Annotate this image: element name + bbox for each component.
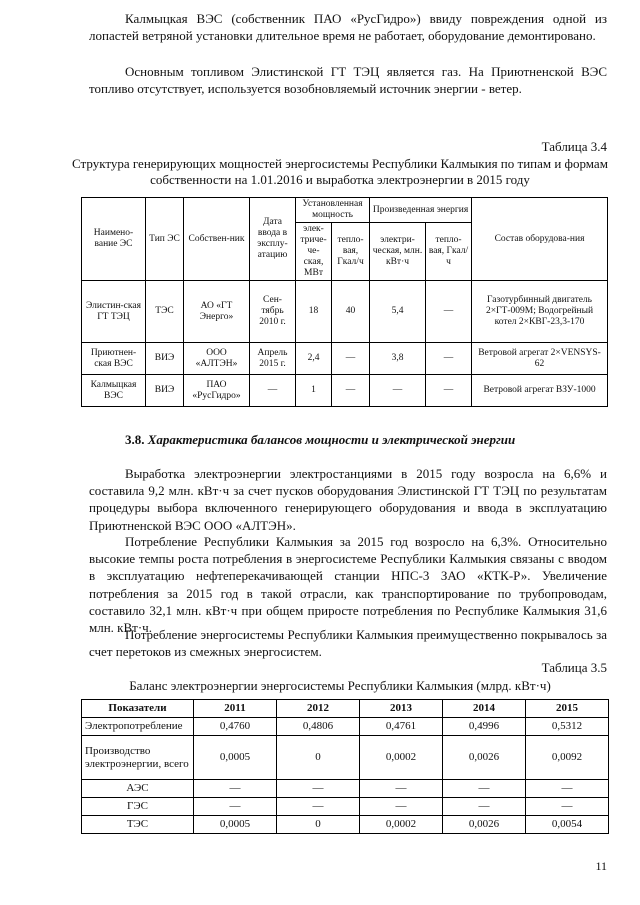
- table-cell: 0: [277, 816, 360, 834]
- header-name: Наимено-вание ЭС: [82, 198, 146, 281]
- page-number: 11: [595, 859, 607, 873]
- cell-installed-el: 1: [296, 375, 332, 407]
- header-produced: Произведенная энергия: [370, 198, 472, 223]
- table-3-4-title: Структура генерирующих мощностей энергосистемы Республики Калмыкия по типам и формам собственности на 1.01.2016 и выработка электроэнергии в 2015 году: [72, 156, 608, 187]
- cell-installed-heat: 40: [332, 281, 370, 343]
- table-row: [82, 375, 608, 407]
- table-row: [82, 281, 608, 343]
- cell-name: Приютнен-ская ВЭС: [82, 343, 146, 375]
- table-header-row: [82, 198, 608, 223]
- table-cell: 0,0005: [194, 816, 277, 834]
- table-cell: 0,0054: [526, 816, 609, 834]
- table-cell: —: [526, 798, 609, 816]
- body-paragraph-1: Выработка электроэнергии электростанциями в 2015 году возросла на 6,6% и составила 9,2 млн. кВт·ч за счет пусков оборудования Элистинской ГТ ТЭЦ по результатам процедуры выбора включенного генерирующего оборудования и ввода в эксплуатацию Приютненской ВЭС ООО «АЛТЭН».: [89, 466, 607, 533]
- table-cell: 0,0026: [443, 816, 526, 834]
- table-3-4-label: Таблица 3.4: [541, 139, 607, 154]
- table-row: [82, 816, 609, 834]
- header-produced-heat: тепло-вая, Гкал/ч: [426, 223, 472, 281]
- cell-name: Элистин-ская ГТ ТЭЦ: [82, 281, 146, 343]
- table-cell: —: [443, 798, 526, 816]
- table-cell: 0,0002: [360, 736, 443, 780]
- table-header-row: [82, 700, 609, 718]
- table-cell: —: [526, 780, 609, 798]
- row-label: Производство электроэнергии, всего: [82, 736, 194, 780]
- cell-equipment: Газотурбинный двигатель 2×ГТ-009М; Водогрейный котел 2×КВГ-23,3-170: [472, 281, 608, 343]
- cell-type: ТЭС: [146, 281, 184, 343]
- table-cell: —: [443, 780, 526, 798]
- cell-installed-el: 18: [296, 281, 332, 343]
- cell-type: ВИЭ: [146, 343, 184, 375]
- header-cell: 2012: [277, 700, 360, 718]
- cell-date: Сен-тябрь 2010 г.: [250, 281, 296, 343]
- header-cell: Показатели: [82, 700, 194, 718]
- intro-paragraph-1: Калмыцкая ВЭС (собственник ПАО «РусГидро») ввиду повреждения одной из лопастей ветряной установки длительное время не работает, оборудование демонтировано.: [89, 11, 607, 44]
- cell-installed-el: 2,4: [296, 343, 332, 375]
- cell-owner: АО «ГТ Энерго»: [184, 281, 250, 343]
- table-cell: —: [277, 780, 360, 798]
- cell-name: Калмыцкая ВЭС: [82, 375, 146, 407]
- table-cell: 0,0092: [526, 736, 609, 780]
- table-cell: 0,0002: [360, 816, 443, 834]
- cell-type: ВИЭ: [146, 375, 184, 407]
- table-cell: —: [194, 798, 277, 816]
- intro-paragraph-2: Основным топливом Элистинской ГТ ТЭЦ является газ. На Приютненской ВЭС топливо отсутствует, используется возобновляемый источник энергии - ветер.: [89, 64, 607, 97]
- section-heading: [125, 432, 515, 448]
- header-date: Дата ввода в эксплу-атацию: [250, 198, 296, 281]
- row-label: АЭС: [82, 780, 194, 798]
- table-cell: 0,4760: [194, 718, 277, 736]
- cell-owner: ООО «АЛТЭН»: [184, 343, 250, 375]
- header-type: Тип ЭС: [146, 198, 184, 281]
- table-cell: —: [194, 780, 277, 798]
- table-row: [82, 736, 609, 780]
- table-row: [82, 780, 609, 798]
- energy-balance-table: [81, 699, 609, 834]
- header-installed-el: элек-триче-че-ская, МВт: [296, 223, 332, 281]
- table-cell: 0,5312: [526, 718, 609, 736]
- table-cell: —: [277, 798, 360, 816]
- table-cell: 0,0005: [194, 736, 277, 780]
- header-owner: Собствен-ник: [184, 198, 250, 281]
- section-number: 3.8.: [125, 432, 145, 447]
- cell-produced-el: 3,8: [370, 343, 426, 375]
- body-paragraph-2: Потребление Республики Калмыкия за 2015 год возросло на 6,3%. Относительно высокие темпы роста потребления в энергосистеме Республики Калмыкия связаны с вводом в эксплуатацию нефтеперекачивающей станции НПС-3 ЗАО «КТК-Р». Увеличение потребления за 2015 год в такой отрасли, как транспортирование по трубопроводам, составило 32,1 млн. кВт·ч при общем приросте потребления по Республике Калмыкия 31,6 млн. кВт·ч.: [89, 534, 607, 636]
- table-cell: 0,4996: [443, 718, 526, 736]
- cell-produced-el: —: [370, 375, 426, 407]
- generation-structure-table: [81, 197, 608, 407]
- header-cell: 2015: [526, 700, 609, 718]
- header-equipment: Состав оборудова-ния: [472, 198, 608, 281]
- table-3-5-label: Таблица 3.5: [541, 660, 607, 675]
- cell-installed-heat: —: [332, 343, 370, 375]
- header-produced-el: электри-ческая, млн. кВт·ч: [370, 223, 426, 281]
- section-title: Характеристика балансов мощности и электрической энергии: [147, 432, 516, 447]
- cell-produced-heat: —: [426, 375, 472, 407]
- header-cell: 2011: [194, 700, 277, 718]
- cell-installed-heat: —: [332, 375, 370, 407]
- row-label: ТЭС: [82, 816, 194, 834]
- body-paragraph-3: Потребление энергосистемы Республики Калмыкия преимущественно покрывалось за счет перетоков из смежных энергосистем.: [89, 627, 607, 660]
- table-row: [82, 343, 608, 375]
- row-label: Электропотребление: [82, 718, 194, 736]
- cell-equipment: Ветровой агрегат 2×VENSYS-62: [472, 343, 608, 375]
- table-cell: —: [360, 798, 443, 816]
- table-3-5-title: Баланс электроэнергии энергосистемы Республики Калмыкия (млрд. кВт·ч): [129, 678, 551, 693]
- header-installed-heat: тепло-вая, Гкал/ч: [332, 223, 370, 281]
- table-cell: 0: [277, 736, 360, 780]
- row-label: ГЭС: [82, 798, 194, 816]
- cell-date: —: [250, 375, 296, 407]
- header-cell: 2013: [360, 700, 443, 718]
- table-row: [82, 718, 609, 736]
- header-installed: Установленная мощность: [296, 198, 370, 223]
- table-cell: 0,0026: [443, 736, 526, 780]
- table-cell: 0,4761: [360, 718, 443, 736]
- header-cell: 2014: [443, 700, 526, 718]
- cell-produced-heat: —: [426, 281, 472, 343]
- table-cell: 0,4806: [277, 718, 360, 736]
- cell-produced-heat: —: [426, 343, 472, 375]
- cell-equipment: Ветровой агрегат ВЗУ-1000: [472, 375, 608, 407]
- cell-date: Апрель 2015 г.: [250, 343, 296, 375]
- cell-owner: ПАО «РусГидро»: [184, 375, 250, 407]
- table-row: [82, 798, 609, 816]
- cell-produced-el: 5,4: [370, 281, 426, 343]
- table-cell: —: [360, 780, 443, 798]
